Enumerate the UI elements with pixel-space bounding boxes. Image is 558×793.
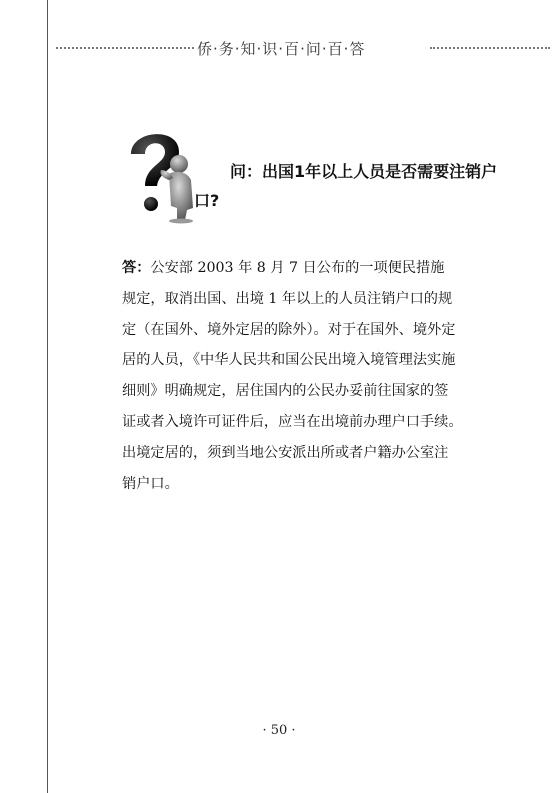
- binding-line: [47, 0, 48, 793]
- answer-line: 细则》明确规定，居住国内的公民办妥前往国家的签: [122, 383, 449, 400]
- answer-line: 出境定居的，须到当地公安派出所或者户籍办公室注: [122, 444, 449, 461]
- answer-line: 居的人员，《中华人民共和国公民出境入境管理法实施: [122, 352, 456, 369]
- question-heading: 问：出国1年以上人员是否需要注销户口?: [194, 162, 498, 210]
- page-number: · 50 ·: [262, 723, 296, 738]
- answer-text: 公安部 2003 年 8 月 7 日公布的一项便民措施: [150, 260, 445, 276]
- answer-line: 定（在国外、境外定居的除外）。对于在国外、境外定: [122, 321, 456, 338]
- answer-label: 答：: [122, 260, 151, 276]
- header-dotted-rule-right: [430, 47, 550, 49]
- answer-line: 证或者入境许可证件后，应当在出境前办理户口手续。: [122, 413, 463, 430]
- answer-line: [122, 253, 506, 284]
- question-mark-figure-icon: [123, 124, 203, 224]
- answer-line: 销户口。: [122, 475, 179, 492]
- running-header: 侨·务·知·识·百·问·百·答: [197, 40, 366, 58]
- header-dotted-rule-left: [56, 47, 194, 49]
- answer-line: 规定，取消出国、出境 1 年以上的人员注销户口的规: [122, 290, 453, 307]
- answer-paragraph: [122, 253, 506, 499]
